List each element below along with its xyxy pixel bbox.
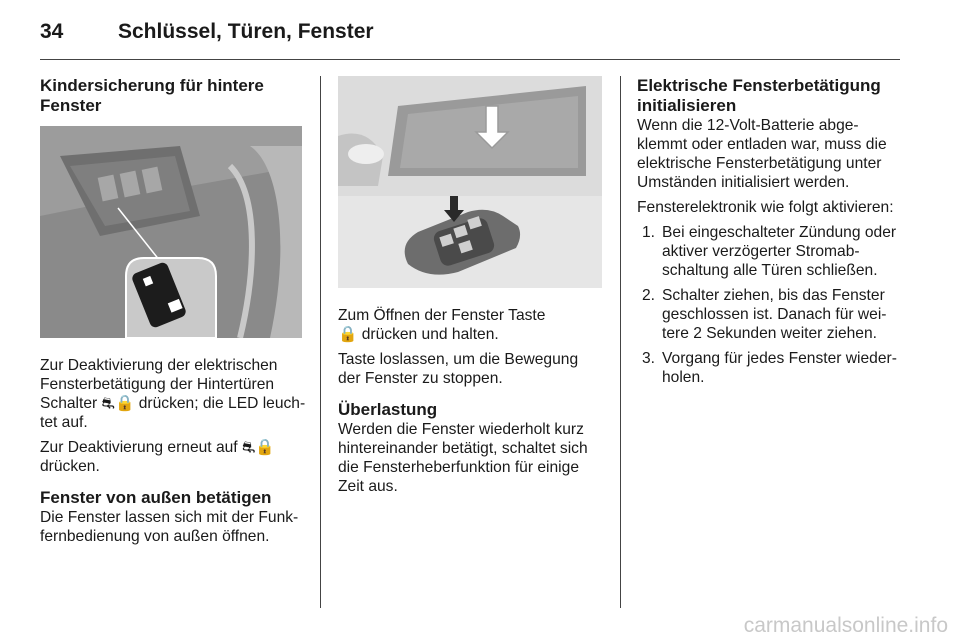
paragraph-deactivate: Zur Deaktivierung der elektrischen Fensterbetätigung der Hintertüren Schalter ⛐🔒 drücken; die LED leuch- tet auf. (40, 357, 306, 431)
column-divider-2 (620, 76, 621, 608)
header-rule (40, 59, 900, 60)
section-heading-initialise: Elektrische Fensterbetätigung initialisieren (637, 76, 881, 115)
section-heading-overload: Überlastung (338, 400, 438, 419)
section-heading-child-lock: Kindersicherung für hintere Fenster (40, 76, 264, 115)
paragraph-activate: Fensterelektronik wie folgt aktivieren: (637, 199, 894, 216)
page-number: 34 (40, 20, 64, 43)
paragraph-open-windows: Zum Öffnen der Fenster Taste 🔒 drücken und halten. (338, 307, 546, 343)
paragraph-remote: Die Fenster lassen sich mit der Funk- fernbedienung von außen öffnen. (40, 509, 299, 545)
column-1 (40, 76, 308, 552)
paragraph-release-key: Taste loslassen, um die Bewegung der Fenster zu stoppen. (338, 351, 579, 387)
paragraph-overload: Werden die Fenster wiederholt kurz hintereinander betätigt, schaltet sich die Fensterheberfunktion für einige Zeit aus. (338, 421, 588, 495)
paragraph-reactivate: Zur Deaktivierung erneut auf ⛐🔒 drücken. (40, 439, 275, 475)
steps-list (637, 223, 901, 387)
page-header (40, 20, 900, 60)
section-heading-operate-outside: Fenster von außen betätigen (40, 488, 272, 507)
watermark[interactable]: carmanualsonline.info (743, 614, 948, 637)
list-item: 2. Schalter ziehen, bis das Fenster geschlossen ist. Danach für wei- tere 2 Sekunden weiter ziehen. (641, 287, 887, 342)
chapter-title: Schlüssel, Türen, Fenster (118, 20, 374, 43)
list-item: 3. Vorgang für jedes Fenster wieder- holen. (641, 350, 897, 386)
paragraph-battery: Wenn die 12-Volt-Batterie abge- klemmt oder entladen war, muss die elektrische Fensterbetätigung unter Umständen initialisiert werden. (637, 117, 887, 191)
column-2 (338, 76, 602, 502)
column-divider-1 (320, 76, 321, 608)
window-remote-illustration (338, 76, 602, 288)
door-switch-illustration (40, 126, 302, 338)
column-3 (637, 76, 901, 393)
list-item: 1. Bei eingeschalteter Zündung oder aktiver verzögerter Stromab- schaltung alle Türen schließen. (641, 224, 897, 279)
